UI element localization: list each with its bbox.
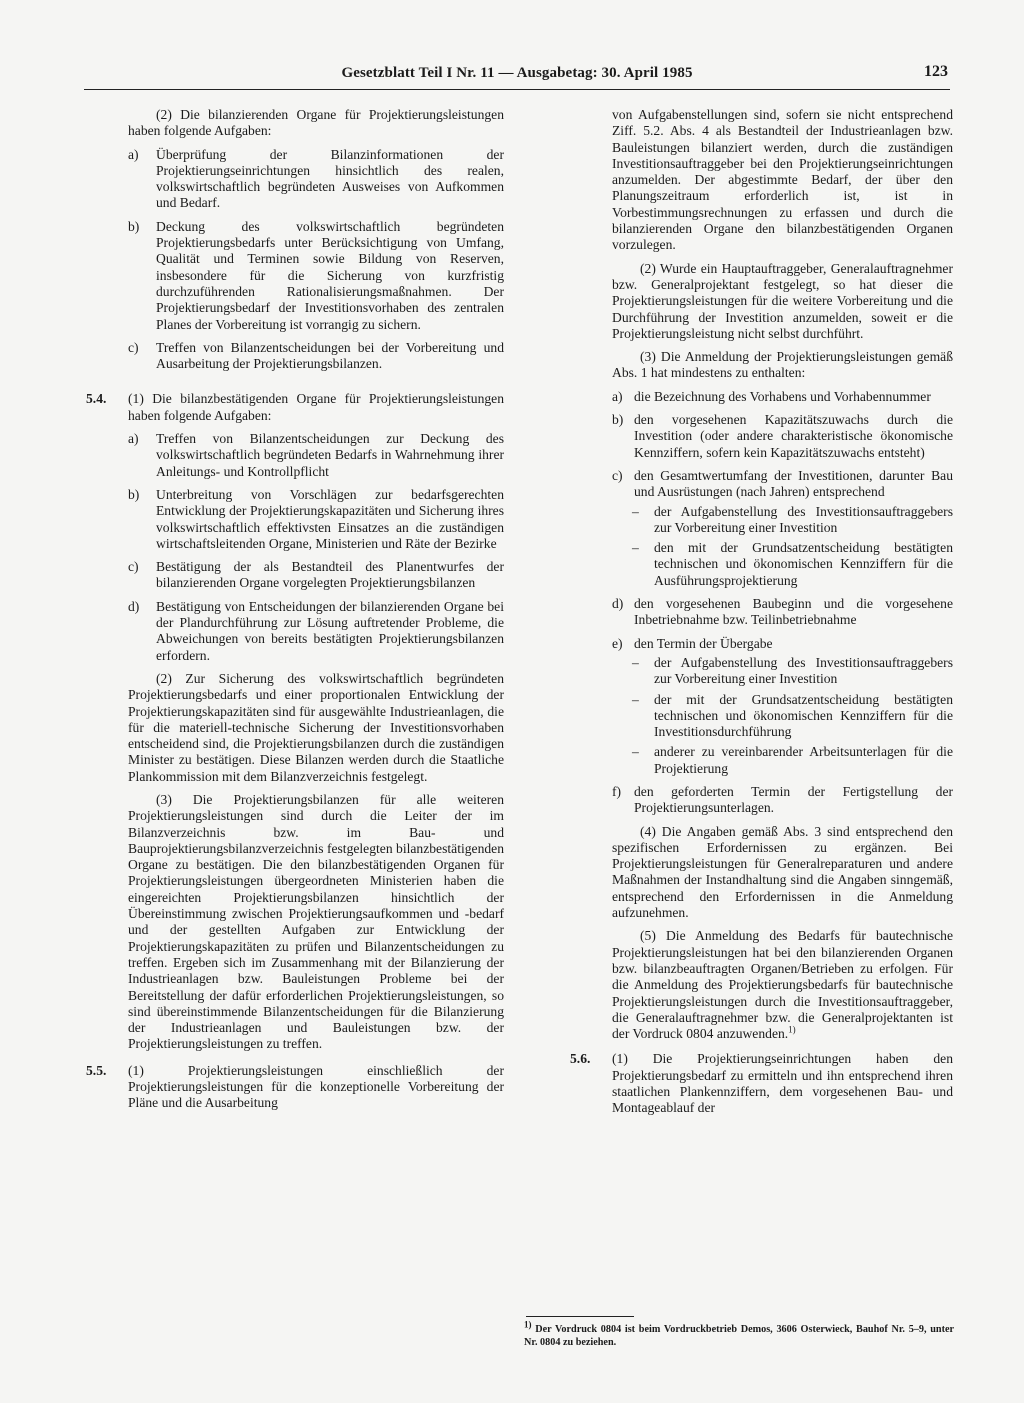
dash-item xyxy=(612,655,953,688)
dash-mark: – xyxy=(632,654,639,670)
list-text: Bestätigung der als Bestandteil des Planentwurfes der bilanzierenden Organe vorgelegten Projektierungsbilanzen xyxy=(156,559,504,591)
section-5-6 xyxy=(570,1051,953,1116)
list-text: den Gesamtwertumfang der Investitionen, darunter Bau und Ausrüstungen (nach Jahren) entsprechend xyxy=(634,467,953,500)
footnote-divider xyxy=(526,1316,634,1317)
dash-mark: – xyxy=(632,503,639,519)
section-5-5 xyxy=(86,1062,504,1112)
list-text: Deckung des volkswirtschaftlich begründeten Projektierungsbedarfs unter Berücksichtigung von Umfang, Qualität und Terminen sowie Bildung von Reserven, insbesondere für die Sicherung von kurzfristig durchzuführenden Rationalisierungsmaßnahmen. Der Projektierungsbedarf der Investitionsvorhaben des zentralen Planes der Vorbereitung ist vorrangig zu sichern. xyxy=(156,218,504,332)
list-item xyxy=(612,596,953,629)
list-label: a) xyxy=(128,431,139,447)
list-label: b) xyxy=(128,486,140,502)
header-title: Gesetzblatt Teil I Nr. 11 — Ausgabetag: 30. April 1985 xyxy=(341,65,693,81)
section-number: 5.6. xyxy=(570,1051,591,1067)
list-item xyxy=(612,636,953,652)
dash-mark: – xyxy=(632,691,639,707)
list-text: Bestätigung von Entscheidungen der bilanzierenden Organe bei der Plandurchführung zur Lösung auftretender Probleme, die Abweichungen von bereits bestätigten Projektierungsbilanzen erfordern. xyxy=(156,598,504,663)
page-header xyxy=(84,63,950,90)
list-text: Überprüfung der Bilanzinformationen der Projektierungseinrichtungen hinsichtlich des realen, volkswirtschaftlich begründeten Ausweises von Aufkommen und Bedarf. xyxy=(156,146,504,211)
paragraph: (3) Die Anmeldung der Projektierungsleistungen gemäß Abs. 1 hat mindestens zu enthalten: xyxy=(612,349,953,381)
dash-text: den mit der Grundsatzentscheidung bestätigten technischen und ökonomischen Kennziffern für die Ausführungsprojektierung xyxy=(654,540,953,588)
list-item xyxy=(128,431,504,480)
paragraph: (1) Die bilanzbestätigenden Organe für Projektierungsleistungen haben folgende Aufgaben: xyxy=(128,391,504,423)
list-label: d) xyxy=(128,598,140,614)
list-text: Treffen von Bilanzentscheidungen zur Deckung des volkswirtschaftlich begründeten Bedarfs in Wahrnehmung ihrer Anleitungs- und Kontrollpflicht xyxy=(156,431,504,479)
list-text: den Termin der Übergabe xyxy=(634,635,773,651)
list-text: den vorgesehenen Kapazitätszuwachs durch die Investition (oder andere charakteristische ökonomische Kennziffern, sofern kein Kapazitätszuwachs entsteht) xyxy=(634,412,953,460)
list-label: f) xyxy=(612,783,622,799)
paragraph-text: (5) Die Anmeldung des Bedarfs für bautechnische Projektierungsleistungen hat bei den bilanzierenden Organen bzw. bilanzbeauftragten Organen/Betrieben zu erfolgen. Für die Anmeldung des Projektierungsbedarfs für bautechnische Projektierungsleistungen durch die Investitionsauftraggeber, die Generalauftragnehmer bzw. die Generalprojektanten ist der Vordruck 0804 anzuwenden. xyxy=(612,928,953,1042)
list-label: a) xyxy=(128,146,139,162)
section-number: 5.4. xyxy=(86,391,107,407)
list-item xyxy=(612,784,953,817)
list-text: den geforderten Termin der Fertigstellung der Projektierungsunterlagen. xyxy=(634,783,953,816)
dash-item xyxy=(612,744,953,777)
list-label: d) xyxy=(612,596,624,612)
list-item xyxy=(128,559,504,592)
list-text: Treffen von Bilanzentscheidungen bei der Vorbereitung und Ausarbeitung der Projektierungsbilanzen. xyxy=(156,339,504,372)
paragraph: (2) Die bilanzierenden Organe für Projektierungsleistungen haben folgende Aufgaben: xyxy=(128,107,504,139)
dash-text: der Aufgabenstellung des Investitionsauftraggebers zur Vorbereitung einer Investition xyxy=(654,503,953,535)
footnote-mark: 1) xyxy=(524,1319,532,1330)
paragraph: (2) Wurde ein Hauptauftraggeber, Generalauftragnehmer bzw. Generalprojektant festgelegt, so hat dieser die Projektierungsleistungen für die weitere Vorbereitung und die Durchführung der Investition anzumelden, soweit er die Projektierungsleistung nicht selbst durchführt. xyxy=(612,260,953,341)
paragraph xyxy=(612,928,953,1042)
list-label: a) xyxy=(612,388,623,404)
list-item xyxy=(612,412,953,461)
dash-mark: – xyxy=(632,744,639,760)
list-item xyxy=(128,487,504,552)
list-item xyxy=(128,219,504,333)
list-item xyxy=(612,389,953,405)
page-number: 123 xyxy=(924,63,948,80)
footnote-text: Der Vordruck 0804 ist beim Vordruckbetrieb Demos, 3606 Osterwieck, Bauhof Nr. 5–9, unter Nr. 0804 zu beziehen. xyxy=(524,1324,955,1348)
dash-text: der Aufgabenstellung des Investitionsauftraggebers zur Vorbereitung einer Investition xyxy=(654,654,953,687)
list-label: c) xyxy=(612,467,623,483)
right-column xyxy=(570,107,953,1124)
paragraph: (1) Projektierungsleistungen einschließlich der Projektierungsleistungen für die konzeptionelle Vorbereitung der Pläne und die Ausarbeitung xyxy=(128,1062,504,1111)
dash-text: der mit der Grundsatzentscheidung bestätigten technischen und ökonomischen Kennziffern für die Investitionsdurchführung xyxy=(654,691,953,740)
paragraph: von Aufgabenstellungen sind, sofern sie nicht entsprechend Ziff. 5.2. Abs. 4 als Bestandteil der Industrieanlagen bzw. Bauleistungen bilanziert werden, durch die zuständigen Investitionsauftraggeber bei den Projektierungseinrichtungen anzumelden. Der abgestimmte Bedarf, der über den Planungszeitraum erforderlich ist, ist in Vorbestimmungsrechnungen zu erfassen und durch die bilanzierenden Organe den bilanzbestätigenden Organen vorzulegen. xyxy=(612,107,953,253)
list-text: die Bezeichnung des Vorhabens und Vorhabennummer xyxy=(634,388,931,404)
dash-text: anderer zu vereinbarender Arbeitsunterlagen für die Projektierung xyxy=(654,744,953,776)
paragraph: (3) Die Projektierungsbilanzen für alle weiteren Projektierungsleistungen sind durch die Leiter der im Bilanzverzeichnis bzw. im Bau- und Bauprojektierungsbilanzverzeichnis festgelegten bilanzbestätigenden Organe zu bestätigen. Die den bilanzbestätigenden Organen für Projektierungsleistungen übergeordneten Ministerien haben die eingereichten Projektierungsbilanzen hinsichtlich der Übereinstimmung zwischen Projektierungsaufkommen und -bedarf und der gestellten Aufgaben zur Entwicklung der Projektierungskapazitäten zu prüfen und Bilanzentscheidungen zu treffen. Ergeben sich im Zusammenhang mit der Bilanzierung der Industrieanlagen bzw. Bauleistungen Probleme bei der Bereitstellung der dafür erforderlichen Projektierungsleistungen, so sind übereinstimmende Bilanzentscheidungen für die Bilanzierung der Industrieanlagen und Bauleistungen bzw. der Projektierungsleistungen zu treffen. xyxy=(128,791,504,1052)
dash-item xyxy=(612,540,953,589)
list-label: e) xyxy=(612,635,623,651)
list-item xyxy=(128,340,504,373)
section-5-4 xyxy=(86,391,504,424)
list-label: b) xyxy=(612,412,624,428)
footnote-reference: 1) xyxy=(788,1024,796,1035)
list-item xyxy=(128,147,504,212)
list-label: c) xyxy=(128,339,139,355)
list-item xyxy=(128,599,504,664)
footnote xyxy=(524,1319,955,1349)
paragraph: (2) Zur Sicherung des volkswirtschaftlich begründeten Projektierungsbedarfs und einer proportionalen Entwicklung der Projektierungskapazitäten sind für ausgewählte Industrieanlagen, die für die materiell-technische Sicherung der Investitionsvorhaben entscheidend sind, die Projektierungsbilanzen durch die zuständigen Minister zu bestätigen. Diese Bilanzen werden durch die Staatliche Plankommission mit dem Bilanzverzeichnis festgelegt. xyxy=(128,670,504,784)
list-label: b) xyxy=(128,218,140,234)
list-label: c) xyxy=(128,559,139,575)
left-column xyxy=(86,107,504,1119)
paragraph: (4) Die Angaben gemäß Abs. 3 sind entsprechend den spezifischen Erfordernissen zu ergänzen. Bei Projektierungsleistungen für Generalreparaturen und andere Maßnahmen der Instandhaltung sind die Angaben sinngemäß, entsprechend den Erfordernissen in die Anmeldung aufzunehmen. xyxy=(612,823,953,921)
list-text: den vorgesehenen Baubeginn und die vorgesehene Inbetriebnahme bzw. Teilinbetriebnahme xyxy=(634,596,953,628)
dash-mark: – xyxy=(632,540,639,556)
dash-item xyxy=(612,504,953,537)
list-text: Unterbreitung von Vorschlägen zur bedarfsgerechten Entwicklung der Projektierungskapazitäten und Sicherung ihres volkswirtschaftlich effektivsten Einsatzes an die zuständigen wirtschaftsleitenden Organe, Ministerien und Räte der Bezirke xyxy=(156,486,504,551)
list-item xyxy=(612,468,953,501)
dash-item xyxy=(612,692,953,741)
section-number: 5.5. xyxy=(86,1062,107,1078)
paragraph: (1) Die Projektierungseinrichtungen haben den Projektierungsbedarf zu ermitteln und ihn entsprechend ihren staatlichen Plankennziffern, dem vorgesehenen Bau- und Montageablauf der xyxy=(612,1051,953,1116)
